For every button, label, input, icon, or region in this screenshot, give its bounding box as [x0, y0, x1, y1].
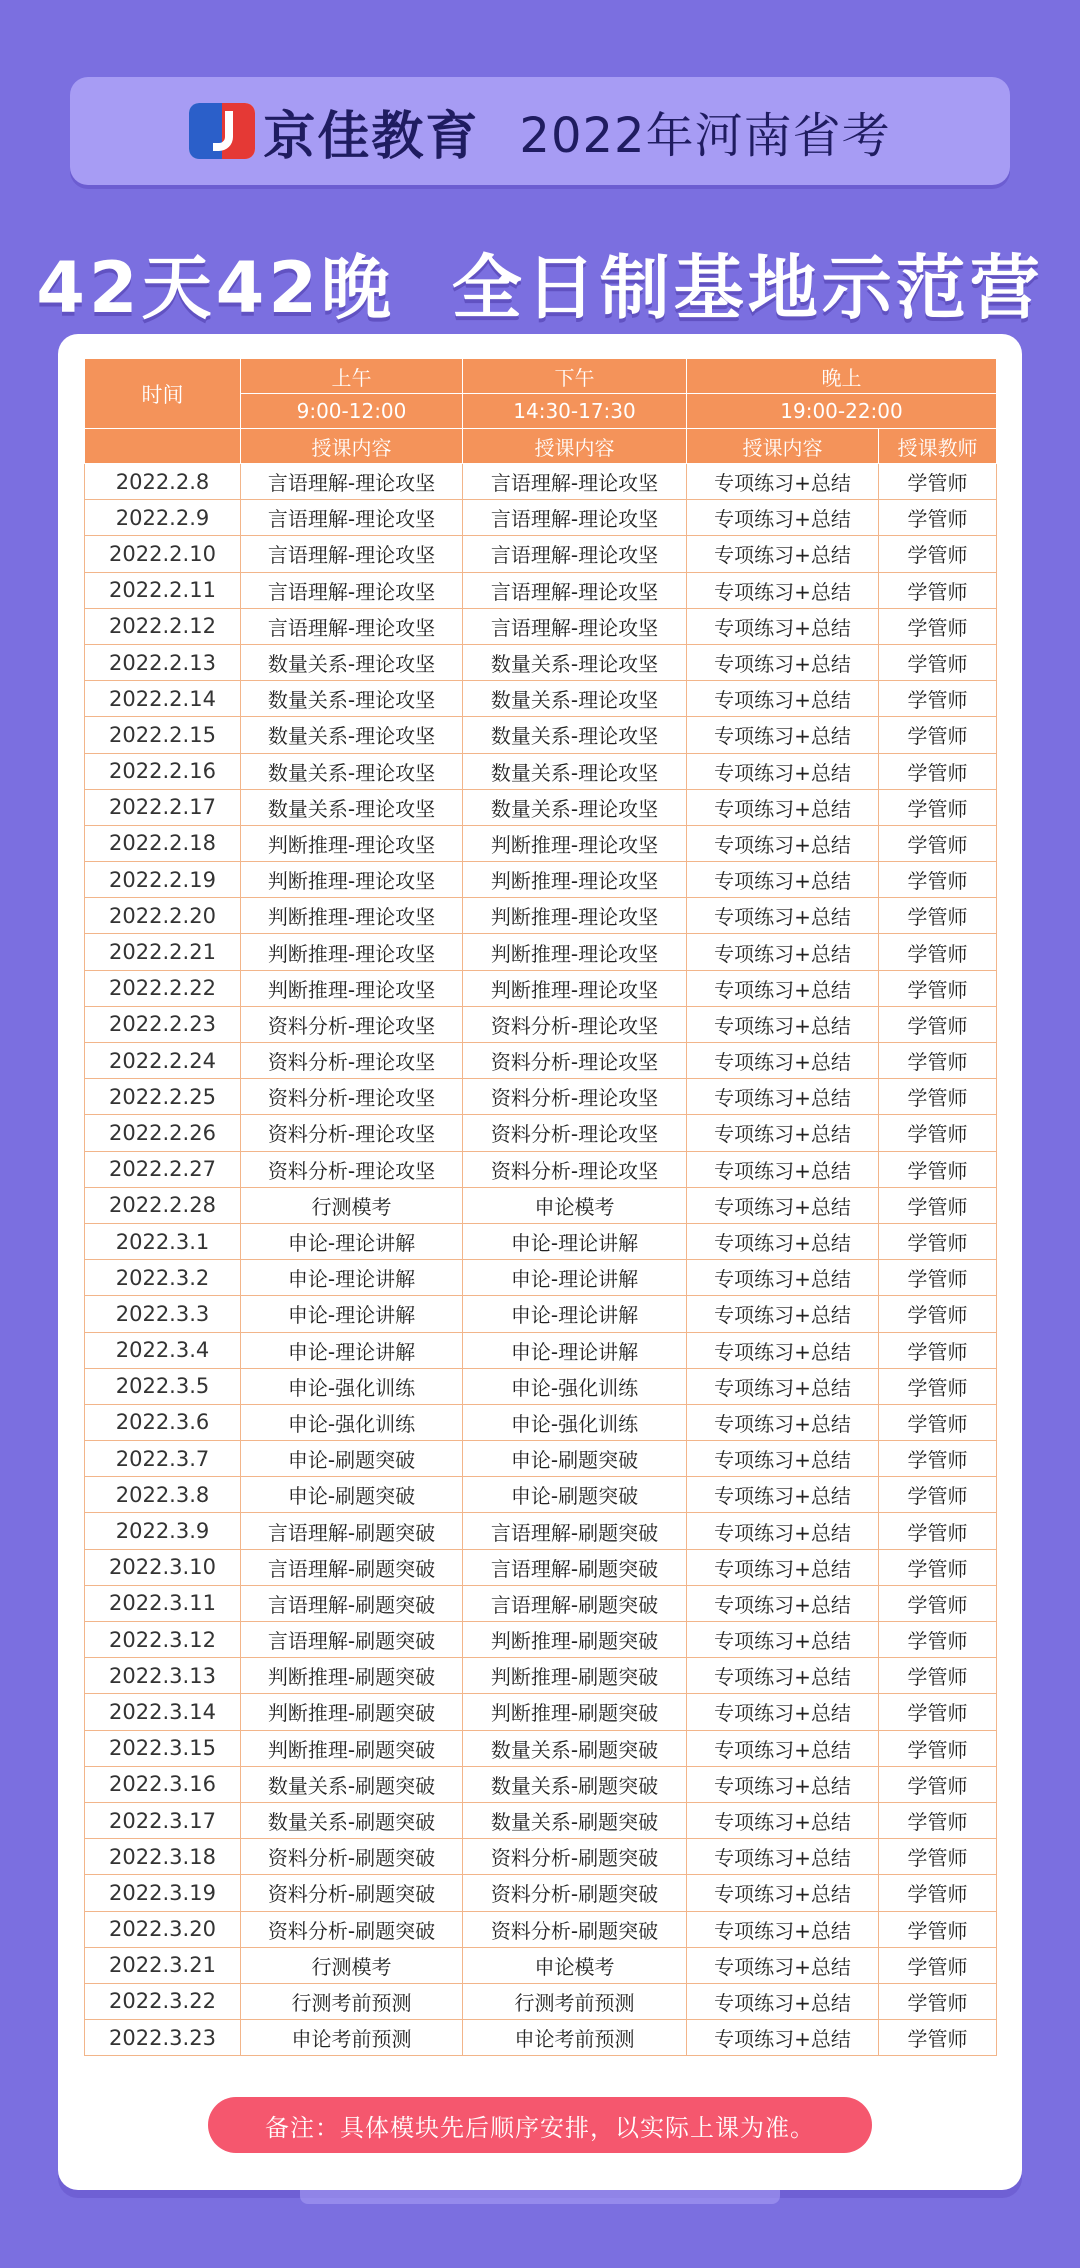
teacher-cell: 学管师 [879, 608, 997, 644]
afternoon-cell: 言语理解-理论攻坚 [463, 572, 687, 608]
teacher-cell: 学管师 [879, 898, 997, 934]
date-cell: 2022.3.9 [85, 1513, 241, 1549]
morning-cell: 判断推理-刷题突破 [241, 1658, 463, 1694]
evening-cell: 专项练习+总结 [687, 1006, 879, 1042]
teacher-cell: 学管师 [879, 1839, 997, 1875]
table-row [85, 1513, 997, 1549]
morning-cell: 行测模考 [241, 1947, 463, 1983]
evening-cell: 专项练习+总结 [687, 1368, 879, 1404]
evening-cell: 专项练习+总结 [687, 898, 879, 934]
date-cell: 2022.3.18 [85, 1839, 241, 1875]
afternoon-cell: 判断推理-理论攻坚 [463, 898, 687, 934]
date-cell: 2022.2.19 [85, 862, 241, 898]
teacher-cell: 学管师 [879, 536, 997, 572]
table-row [85, 500, 997, 536]
afternoon-cell: 数量关系-刷题突破 [463, 1766, 687, 1802]
date-cell: 2022.2.17 [85, 789, 241, 825]
afternoon-header: 下午 [463, 359, 687, 394]
afternoon-cell: 判断推理-刷题突破 [463, 1694, 687, 1730]
afternoon-cell: 资料分析-理论攻坚 [463, 1006, 687, 1042]
teacher-cell: 学管师 [879, 1911, 997, 1947]
table-header [85, 359, 997, 464]
teacher-cell: 学管师 [879, 1043, 997, 1079]
teacher-cell: 学管师 [879, 1730, 997, 1766]
morning-cell: 判断推理-理论攻坚 [241, 862, 463, 898]
morning-cell: 申论考前预测 [241, 2020, 463, 2056]
evening-cell: 专项练习+总结 [687, 1332, 879, 1368]
morning-cell: 言语理解-理论攻坚 [241, 464, 463, 500]
evening-cell: 专项练习+总结 [687, 1983, 879, 2019]
afternoon-cell: 数量关系-刷题突破 [463, 1730, 687, 1766]
evening-cell: 专项练习+总结 [687, 2020, 879, 2056]
morning-cell: 言语理解-理论攻坚 [241, 572, 463, 608]
teacher-cell: 学管师 [879, 2020, 997, 2056]
teacher-cell: 学管师 [879, 825, 997, 861]
afternoon-cell: 言语理解-刷题突破 [463, 1585, 687, 1621]
table-row [85, 644, 997, 680]
brand-name: 京佳教育 [263, 106, 480, 167]
table-row [85, 753, 997, 789]
morning-header: 上午 [241, 359, 463, 394]
evening-cell: 专项练习+总结 [687, 681, 879, 717]
teacher-cell: 学管师 [879, 753, 997, 789]
afternoon-cell: 资料分析-理论攻坚 [463, 1151, 687, 1187]
table-row [85, 1947, 997, 1983]
afternoon-cell: 数量关系-理论攻坚 [463, 644, 687, 680]
afternoon-cell: 判断推理-理论攻坚 [463, 934, 687, 970]
date-cell: 2022.3.14 [85, 1694, 241, 1730]
teacher-cell: 学管师 [879, 1694, 997, 1730]
date-cell: 2022.3.1 [85, 1223, 241, 1259]
teacher-cell: 学管师 [879, 500, 997, 536]
afternoon-cell: 资料分析-理论攻坚 [463, 1079, 687, 1115]
table-row [85, 1441, 997, 1477]
morning-cell: 判断推理-刷题突破 [241, 1694, 463, 1730]
morning-cell: 资料分析-刷题突破 [241, 1839, 463, 1875]
teacher-cell: 学管师 [879, 1585, 997, 1621]
morning-cell: 数量关系-理论攻坚 [241, 753, 463, 789]
table-body [85, 464, 997, 2056]
evening-cell: 专项练习+总结 [687, 1296, 879, 1332]
date-cell: 2022.2.16 [85, 753, 241, 789]
table-row [85, 1043, 997, 1079]
morning-cell: 资料分析-刷题突破 [241, 1911, 463, 1947]
morning-cell: 言语理解-理论攻坚 [241, 536, 463, 572]
afternoon-cell: 资料分析-理论攻坚 [463, 1043, 687, 1079]
evening-cell: 专项练习+总结 [687, 1223, 879, 1259]
morning-cell: 申论-刷题突破 [241, 1477, 463, 1513]
teacher-cell: 学管师 [879, 1079, 997, 1115]
table-row [85, 1332, 997, 1368]
evening-cell: 专项练习+总结 [687, 1947, 879, 1983]
note-pill: 备注：具体模块先后顺序安排，以实际上课为准。 [208, 2097, 872, 2153]
teacher-cell: 学管师 [879, 1260, 997, 1296]
table-row [85, 1766, 997, 1802]
evening-cell: 专项练习+总结 [687, 1513, 879, 1549]
evening-cell: 专项练习+总结 [687, 934, 879, 970]
date-cell: 2022.3.23 [85, 2020, 241, 2056]
morning-cell: 判断推理-理论攻坚 [241, 898, 463, 934]
table-row [85, 1622, 997, 1658]
morning-cell: 言语理解-刷题突破 [241, 1549, 463, 1585]
table-row [85, 1658, 997, 1694]
teacher-cell: 学管师 [879, 1296, 997, 1332]
date-cell: 2022.3.3 [85, 1296, 241, 1332]
page-headline: 42天42晚 全日制基地示范营 [36, 247, 1044, 329]
teacher-cell: 学管师 [879, 1658, 997, 1694]
date-cell: 2022.2.28 [85, 1187, 241, 1223]
date-cell: 2022.2.21 [85, 934, 241, 970]
brand [189, 94, 479, 169]
table-row [85, 536, 997, 572]
date-cell: 2022.3.13 [85, 1658, 241, 1694]
date-cell: 2022.2.15 [85, 717, 241, 753]
table-row [85, 1549, 997, 1585]
morning-cell: 行测模考 [241, 1187, 463, 1223]
teacher-cell: 学管师 [879, 1115, 997, 1151]
table-row [85, 1477, 997, 1513]
afternoon-cell: 行测考前预测 [463, 1983, 687, 2019]
morning-cell: 数量关系-刷题突破 [241, 1766, 463, 1802]
date-cell: 2022.2.24 [85, 1043, 241, 1079]
teacher-cell: 学管师 [879, 1006, 997, 1042]
table-row [85, 1839, 997, 1875]
date-cell: 2022.3.20 [85, 1911, 241, 1947]
date-cell: 2022.3.5 [85, 1368, 241, 1404]
evening-cell: 专项练习+总结 [687, 1585, 879, 1621]
table-row [85, 1187, 997, 1223]
teacher-cell: 学管师 [879, 970, 997, 1006]
date-cell: 2022.3.7 [85, 1441, 241, 1477]
table-row [85, 934, 997, 970]
date-cell: 2022.3.21 [85, 1947, 241, 1983]
teacher-cell: 学管师 [879, 1513, 997, 1549]
morning-cell: 数量关系-理论攻坚 [241, 644, 463, 680]
date-cell: 2022.3.15 [85, 1730, 241, 1766]
teacher-cell: 学管师 [879, 862, 997, 898]
table-row [85, 1694, 997, 1730]
morning-time: 9:00-12:00 [241, 394, 463, 429]
date-cell: 2022.3.4 [85, 1332, 241, 1368]
morning-cell: 数量关系-理论攻坚 [241, 681, 463, 717]
afternoon-cell: 申论-理论讲解 [463, 1223, 687, 1259]
morning-cell: 行测考前预测 [241, 1983, 463, 2019]
date-cell: 2022.3.6 [85, 1404, 241, 1440]
evening-cell: 专项练习+总结 [687, 1260, 879, 1296]
afternoon-cell: 申论考前预测 [463, 2020, 687, 2056]
evening-cell: 专项练习+总结 [687, 1622, 879, 1658]
teacher-cell: 学管师 [879, 1549, 997, 1585]
afternoon-cell: 数量关系-理论攻坚 [463, 789, 687, 825]
teacher-cell: 学管师 [879, 1404, 997, 1440]
teacher-cell: 学管师 [879, 1223, 997, 1259]
afternoon-cell: 判断推理-理论攻坚 [463, 862, 687, 898]
table-row [85, 681, 997, 717]
table-row [85, 898, 997, 934]
teacher-cell: 学管师 [879, 1368, 997, 1404]
evening-cell: 专项练习+总结 [687, 1151, 879, 1187]
afternoon-time: 14:30-17:30 [463, 394, 687, 429]
teacher-cell: 学管师 [879, 1477, 997, 1513]
evening-cell: 专项练习+总结 [687, 608, 879, 644]
afternoon-cell: 判断推理-刷题突破 [463, 1658, 687, 1694]
table-row [85, 1079, 997, 1115]
morning-cell: 言语理解-理论攻坚 [241, 608, 463, 644]
evening-cell: 专项练习+总结 [687, 1404, 879, 1440]
afternoon-cell: 申论-刷题突破 [463, 1441, 687, 1477]
table-row [85, 1006, 997, 1042]
morning-cell: 数量关系-刷题突破 [241, 1802, 463, 1838]
teacher-cell: 学管师 [879, 572, 997, 608]
afternoon-cell: 言语理解-理论攻坚 [463, 608, 687, 644]
afternoon-cell: 申论-强化训练 [463, 1368, 687, 1404]
time-column-header: 时间 [85, 359, 241, 429]
table-row [85, 464, 997, 500]
afternoon-content-label: 授课内容 [463, 429, 687, 464]
morning-cell: 资料分析-理论攻坚 [241, 1151, 463, 1187]
afternoon-cell: 申论-理论讲解 [463, 1332, 687, 1368]
date-cell: 2022.2.14 [85, 681, 241, 717]
table-row [85, 1260, 997, 1296]
teacher-cell: 学管师 [879, 1802, 997, 1838]
date-cell: 2022.2.18 [85, 825, 241, 861]
evening-cell: 专项练习+总结 [687, 789, 879, 825]
afternoon-cell: 申论-理论讲解 [463, 1260, 687, 1296]
evening-cell: 专项练习+总结 [687, 1911, 879, 1947]
afternoon-cell: 资料分析-刷题突破 [463, 1875, 687, 1911]
table-row [85, 1404, 997, 1440]
evening-cell: 专项练习+总结 [687, 1477, 879, 1513]
afternoon-cell: 言语理解-理论攻坚 [463, 464, 687, 500]
date-cell: 2022.2.23 [85, 1006, 241, 1042]
date-cell: 2022.2.26 [85, 1115, 241, 1151]
teacher-cell: 学管师 [879, 789, 997, 825]
date-cell: 2022.3.11 [85, 1585, 241, 1621]
afternoon-cell: 资料分析-刷题突破 [463, 1911, 687, 1947]
evening-time: 19:00-22:00 [687, 394, 997, 429]
table-row [85, 1585, 997, 1621]
evening-cell: 专项练习+总结 [687, 644, 879, 680]
morning-cell: 申论-强化训练 [241, 1368, 463, 1404]
date-cell: 2022.3.16 [85, 1766, 241, 1802]
table-row [85, 1875, 997, 1911]
table-row [85, 1368, 997, 1404]
afternoon-cell: 数量关系-理论攻坚 [463, 753, 687, 789]
morning-cell: 判断推理-理论攻坚 [241, 934, 463, 970]
teacher-cell: 学管师 [879, 1441, 997, 1477]
date-cell: 2022.2.11 [85, 572, 241, 608]
table-row [85, 608, 997, 644]
date-cell: 2022.3.19 [85, 1875, 241, 1911]
time-spacer-header [85, 429, 241, 464]
table-row [85, 825, 997, 861]
evening-cell: 专项练习+总结 [687, 1549, 879, 1585]
teacher-cell: 学管师 [879, 464, 997, 500]
afternoon-cell: 资料分析-理论攻坚 [463, 1115, 687, 1151]
table-row [85, 1730, 997, 1766]
table-row [85, 1296, 997, 1332]
table-row [85, 717, 997, 753]
afternoon-cell: 申论-理论讲解 [463, 1296, 687, 1332]
afternoon-cell: 判断推理-理论攻坚 [463, 825, 687, 861]
morning-cell: 判断推理-理论攻坚 [241, 825, 463, 861]
date-cell: 2022.2.12 [85, 608, 241, 644]
date-cell: 2022.2.25 [85, 1079, 241, 1115]
table-row [85, 1223, 997, 1259]
afternoon-cell: 数量关系-理论攻坚 [463, 681, 687, 717]
evening-cell: 专项练习+总结 [687, 1115, 879, 1151]
afternoon-cell: 申论-刷题突破 [463, 1477, 687, 1513]
teacher-cell: 学管师 [879, 644, 997, 680]
evening-cell: 专项练习+总结 [687, 1079, 879, 1115]
teacher-label: 授课教师 [879, 429, 997, 464]
evening-cell: 专项练习+总结 [687, 862, 879, 898]
date-cell: 2022.3.12 [85, 1622, 241, 1658]
morning-cell: 数量关系-理论攻坚 [241, 717, 463, 753]
morning-cell: 申论-理论讲解 [241, 1260, 463, 1296]
afternoon-cell: 判断推理-刷题突破 [463, 1622, 687, 1658]
footer-decoration [300, 2190, 780, 2204]
morning-cell: 言语理解-刷题突破 [241, 1513, 463, 1549]
teacher-cell: 学管师 [879, 1332, 997, 1368]
evening-content-label: 授课内容 [687, 429, 879, 464]
header-banner [70, 77, 1010, 185]
evening-cell: 专项练习+总结 [687, 1875, 879, 1911]
schedule-table [84, 358, 997, 2056]
afternoon-cell: 申论模考 [463, 1187, 687, 1223]
table-row [85, 1151, 997, 1187]
date-cell: 2022.3.22 [85, 1983, 241, 2019]
morning-cell: 申论-理论讲解 [241, 1332, 463, 1368]
teacher-cell: 学管师 [879, 681, 997, 717]
morning-cell: 言语理解-刷题突破 [241, 1622, 463, 1658]
evening-cell: 专项练习+总结 [687, 1187, 879, 1223]
evening-cell: 专项练习+总结 [687, 1802, 879, 1838]
evening-cell: 专项练习+总结 [687, 1658, 879, 1694]
date-cell: 2022.2.13 [85, 644, 241, 680]
teacher-cell: 学管师 [879, 717, 997, 753]
table-row [85, 1983, 997, 2019]
table-row [85, 789, 997, 825]
afternoon-cell: 言语理解-理论攻坚 [463, 500, 687, 536]
evening-cell: 专项练习+总结 [687, 1766, 879, 1802]
morning-cell: 数量关系-理论攻坚 [241, 789, 463, 825]
date-cell: 2022.2.27 [85, 1151, 241, 1187]
date-cell: 2022.3.17 [85, 1802, 241, 1838]
evening-cell: 专项练习+总结 [687, 464, 879, 500]
evening-cell: 专项练习+总结 [687, 1441, 879, 1477]
morning-cell: 资料分析-刷题突破 [241, 1875, 463, 1911]
table-row [85, 572, 997, 608]
evening-cell: 专项练习+总结 [687, 753, 879, 789]
morning-cell: 言语理解-理论攻坚 [241, 500, 463, 536]
date-cell: 2022.2.8 [85, 464, 241, 500]
afternoon-cell: 申论模考 [463, 1947, 687, 1983]
date-cell: 2022.3.10 [85, 1549, 241, 1585]
date-cell: 2022.3.2 [85, 1260, 241, 1296]
afternoon-cell: 判断推理-理论攻坚 [463, 970, 687, 1006]
teacher-cell: 学管师 [879, 1983, 997, 2019]
date-cell: 2022.2.10 [85, 536, 241, 572]
date-cell: 2022.2.22 [85, 970, 241, 1006]
morning-cell: 资料分析-理论攻坚 [241, 1006, 463, 1042]
table-row [85, 2020, 997, 2056]
teacher-cell: 学管师 [879, 1875, 997, 1911]
teacher-cell: 学管师 [879, 1947, 997, 1983]
evening-cell: 专项练习+总结 [687, 717, 879, 753]
date-cell: 2022.2.20 [85, 898, 241, 934]
morning-cell: 申论-刷题突破 [241, 1441, 463, 1477]
morning-cell: 申论-理论讲解 [241, 1296, 463, 1332]
evening-cell: 专项练习+总结 [687, 536, 879, 572]
morning-cell: 资料分析-理论攻坚 [241, 1079, 463, 1115]
banner-subtitle: 2022年河南省考 [519, 107, 891, 164]
teacher-cell: 学管师 [879, 934, 997, 970]
afternoon-cell: 言语理解-刷题突破 [463, 1549, 687, 1585]
date-cell: 2022.3.8 [85, 1477, 241, 1513]
afternoon-cell: 数量关系-刷题突破 [463, 1802, 687, 1838]
afternoon-cell: 数量关系-理论攻坚 [463, 717, 687, 753]
teacher-cell: 学管师 [879, 1622, 997, 1658]
brand-logo-icon [189, 103, 255, 159]
table-row [85, 970, 997, 1006]
afternoon-cell: 资料分析-刷题突破 [463, 1839, 687, 1875]
morning-cell: 言语理解-刷题突破 [241, 1585, 463, 1621]
evening-cell: 专项练习+总结 [687, 500, 879, 536]
morning-cell: 判断推理-刷题突破 [241, 1730, 463, 1766]
morning-cell: 判断推理-理论攻坚 [241, 970, 463, 1006]
evening-cell: 专项练习+总结 [687, 825, 879, 861]
evening-cell: 专项练习+总结 [687, 572, 879, 608]
evening-cell: 专项练习+总结 [687, 1043, 879, 1079]
table-row [85, 862, 997, 898]
morning-cell: 申论-强化训练 [241, 1404, 463, 1440]
date-cell: 2022.2.9 [85, 500, 241, 536]
evening-header: 晚上 [687, 359, 997, 394]
evening-cell: 专项练习+总结 [687, 1839, 879, 1875]
table-row [85, 1802, 997, 1838]
afternoon-cell: 申论-强化训练 [463, 1404, 687, 1440]
morning-cell: 资料分析-理论攻坚 [241, 1115, 463, 1151]
table-row [85, 1115, 997, 1151]
evening-cell: 专项练习+总结 [687, 970, 879, 1006]
teacher-cell: 学管师 [879, 1187, 997, 1223]
teacher-cell: 学管师 [879, 1151, 997, 1187]
morning-cell: 申论-理论讲解 [241, 1223, 463, 1259]
morning-cell: 资料分析-理论攻坚 [241, 1043, 463, 1079]
afternoon-cell: 言语理解-刷题突破 [463, 1513, 687, 1549]
teacher-cell: 学管师 [879, 1766, 997, 1802]
afternoon-cell: 言语理解-理论攻坚 [463, 536, 687, 572]
evening-cell: 专项练习+总结 [687, 1730, 879, 1766]
table-row [85, 1911, 997, 1947]
evening-cell: 专项练习+总结 [687, 1694, 879, 1730]
morning-content-label: 授课内容 [241, 429, 463, 464]
